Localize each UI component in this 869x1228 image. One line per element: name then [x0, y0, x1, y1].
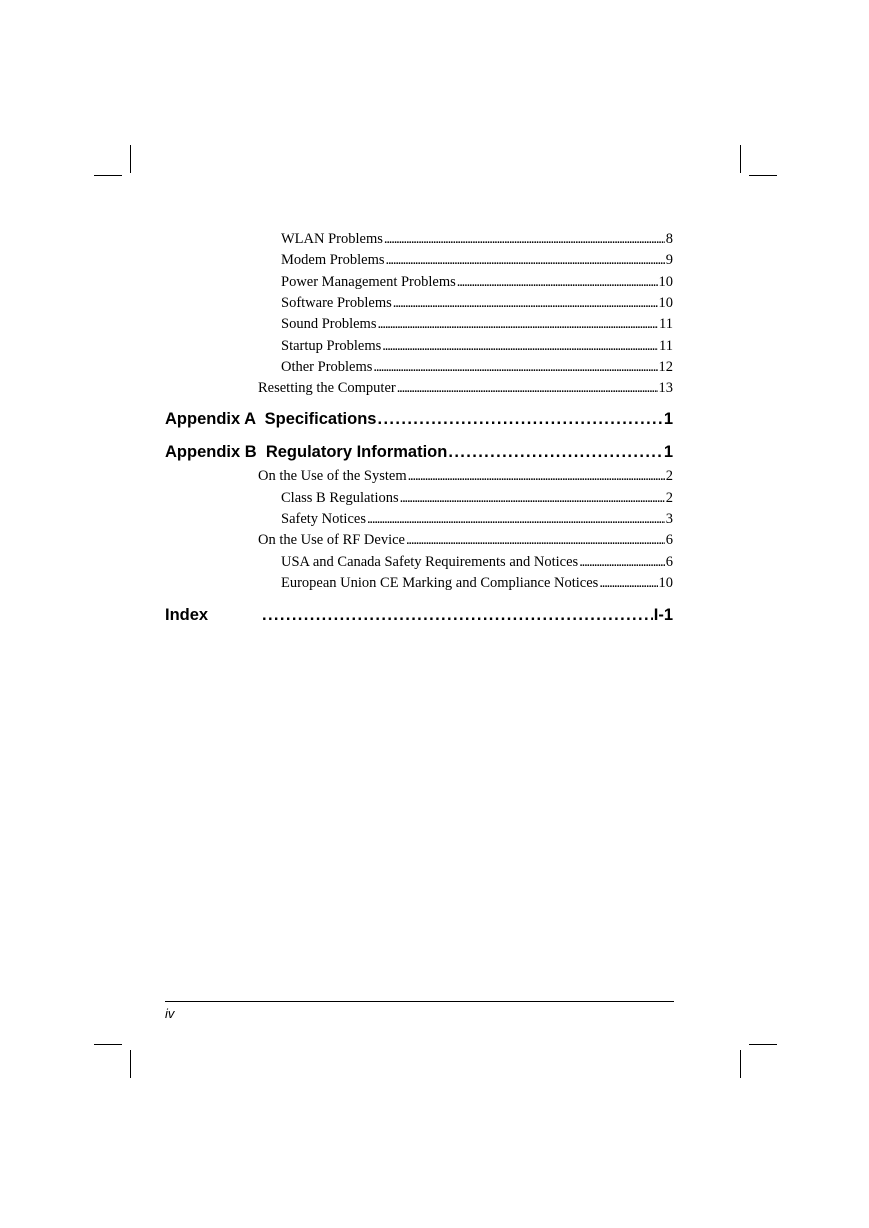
toc-entry-page: 11: [659, 316, 673, 332]
toc-entry-on-the-use-of-rf-device[interactable]: [258, 532, 673, 549]
toc-entry-label: Appendix A Specifications: [165, 410, 377, 428]
toc-entry-index[interactable]: [165, 606, 673, 625]
toc-entry-label: Other Problems: [281, 359, 373, 375]
leader-dots: [377, 316, 658, 333]
leader-dots: [457, 274, 658, 291]
toc-entry-label: Modem Problems: [281, 252, 385, 268]
toc-entry-other-problems[interactable]: [281, 359, 673, 376]
toc-entry-page: 6: [665, 554, 673, 570]
toc-entry-label: Software Problems: [281, 295, 392, 311]
leader-dots: [384, 231, 665, 248]
leader-dots: [393, 295, 658, 312]
leader-dots: [408, 468, 665, 485]
toc-entry-page: 13: [658, 380, 673, 396]
toc-entry-startup-problems[interactable]: [281, 338, 673, 355]
toc-entry-modem-problems[interactable]: [281, 252, 673, 269]
leader-dots: [406, 532, 665, 549]
toc-entry-label: On the Use of RF Device: [258, 532, 405, 548]
toc-entry-label: Power Management Problems: [281, 274, 456, 290]
toc-entry-appendix-b[interactable]: [165, 443, 673, 462]
toc-entry-label: Appendix B Regulatory Information: [165, 443, 448, 461]
toc-entry-label: Class B Regulations: [281, 490, 399, 506]
toc-entry-page: 6: [665, 532, 673, 548]
toc-entry-page: I-1: [653, 606, 673, 624]
footer-rule: [165, 1001, 674, 1002]
leader-dots: [448, 443, 662, 462]
leader-dots: [400, 490, 665, 507]
toc-entry-page: 1: [663, 410, 673, 428]
toc-entry-label: WLAN Problems: [281, 231, 383, 247]
toc-entry-page: 2: [665, 490, 673, 506]
toc-entry-page: 9: [665, 252, 673, 268]
leader-dots: [579, 554, 665, 571]
toc-entry-power-management-problems[interactable]: [281, 274, 673, 291]
leader-dots: [397, 380, 658, 397]
toc-entry-page: 10: [658, 274, 673, 290]
toc-entry-label: Safety Notices: [281, 511, 366, 527]
leader-dots: [386, 252, 665, 269]
toc-entry-software-problems[interactable]: [281, 295, 673, 312]
toc-entry-sound-problems[interactable]: [281, 316, 673, 333]
toc-entry-usa-canada-safety[interactable]: [281, 554, 673, 571]
toc-entry-appendix-a[interactable]: [165, 410, 673, 429]
toc-entry-page: 10: [658, 575, 673, 591]
toc-entry-label: European Union CE Marking and Compliance Notices: [281, 575, 599, 591]
toc-entry-page: 10: [658, 295, 673, 311]
toc-entry-page: 8: [665, 231, 673, 247]
toc-entry-label: On the Use of the System: [258, 468, 407, 484]
leader-dots: [373, 359, 657, 376]
toc-entry-page: 3: [665, 511, 673, 527]
toc-entry-page: 1: [663, 443, 673, 461]
toc-entry-wlan-problems[interactable]: [281, 231, 673, 248]
toc-entry-page: 2: [665, 468, 673, 484]
toc-entry-page: 11: [659, 338, 673, 354]
leader-dots: [262, 606, 653, 625]
toc-entry-label: USA and Canada Safety Requirements and Notices: [281, 554, 579, 570]
toc-entry-eu-ce-marking[interactable]: [281, 575, 673, 592]
leader-dots: [367, 511, 665, 528]
toc-entry-label: Resetting the Computer: [258, 380, 396, 396]
toc-entry-page: 12: [658, 359, 673, 375]
toc-entry-on-the-use-of-the-system[interactable]: [258, 468, 673, 485]
leader-dots: [599, 575, 657, 592]
toc-entry-label: Index: [165, 606, 209, 624]
footer-page-number: iv: [165, 1006, 175, 1021]
toc-entry-label: Sound Problems: [281, 316, 377, 332]
toc-entry-label: Startup Problems: [281, 338, 382, 354]
toc-entry-safety-notices[interactable]: [281, 511, 673, 528]
leader-dots: [377, 410, 662, 429]
toc-entry-class-b-regulations[interactable]: [281, 490, 673, 507]
leader-dots: [382, 338, 658, 355]
toc-entry-resetting-the-computer[interactable]: [258, 380, 673, 397]
